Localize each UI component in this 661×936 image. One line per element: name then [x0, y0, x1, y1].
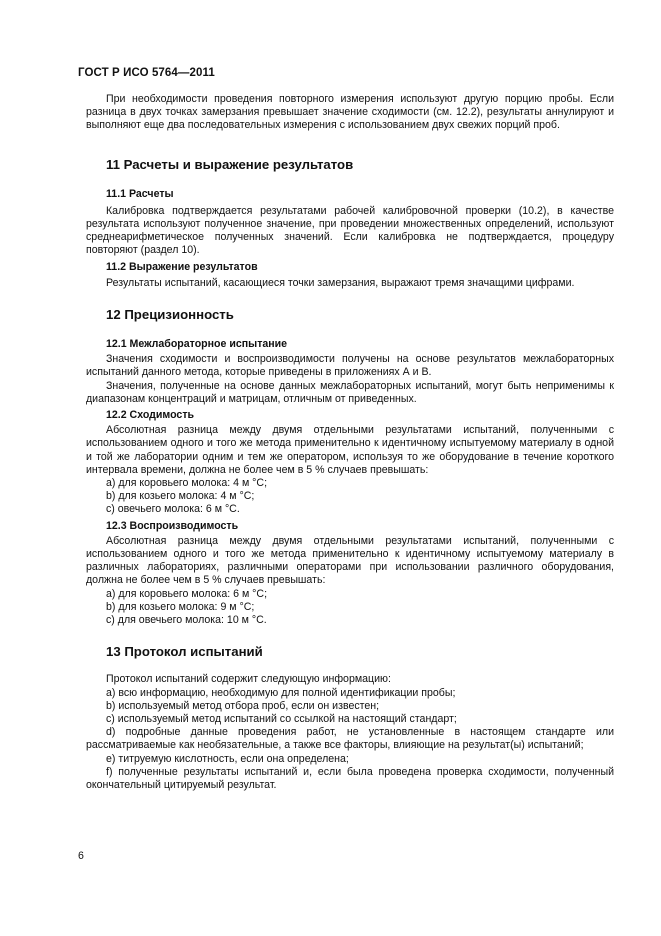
- section-11-1-text: Калибровка подтверждается результатами рабочей калибровочной проверки (10.2), в качестве результата используют полученное значение, при проведении множественных определений, используют среднеарифметическое полученных значений. Если калибровка не подтверждается, процедуру повторяют (раздел 10).: [86, 204, 614, 257]
- section-12-2-title: 12.2 Сходимость: [106, 409, 195, 422]
- section-12-1-paragraph-1: Значения сходимости и воспроизводимости получены на основе результатов межлабораторных испытаний данного метода, которые приведены в приложениях А и В.: [86, 353, 614, 379]
- document-header: ГОСТ Р ИСО 5764—2011: [78, 67, 215, 79]
- section-12-title: 12 Прецизионность: [106, 307, 234, 323]
- list-item: a) для коровьего молока: 6 м °С;: [106, 587, 268, 600]
- section-12-1-title: 12.1 Межлабораторное испытание: [106, 338, 288, 351]
- list-item: e) титруемую кислотность, если она определена;: [106, 752, 349, 765]
- section-11-2-text: Результаты испытаний, касающиеся точки замерзания, выражают тремя значащими цифрами.: [106, 276, 575, 289]
- list-item: a) для коровьего молока: 4 м °С;: [106, 477, 268, 490]
- list-item: c) для овечьего молока: 10 м °С.: [106, 614, 267, 627]
- section-13-title: 13 Протокол испытаний: [106, 644, 263, 660]
- section-12-3-title: 12.3 Воспроизводимость: [106, 519, 239, 532]
- section-12-2-text: Абсолютная разница между двумя отдельными результатами испытаний, полученными с использованием одного и того же метода применительно к идентичному испытуемому материалу в одной и той же лаборатории одним и тем же оператором, используя то же оборудование в течение короткого интервала времени, должна не более чем в 5 % случаев превышать:: [86, 424, 614, 476]
- document-body: [86, 93, 614, 792]
- section-11-title: 11 Расчеты и выражение результатов: [106, 156, 354, 172]
- list-item: c) используемый метод испытаний со ссылкой на настоящий стандарт;: [106, 712, 457, 725]
- list-item: b) для козьего молока: 4 м °С;: [106, 490, 255, 503]
- list-item: f) полученные результаты испытаний и, если была проведена проверка сходимости, полученный окончательный цитируемый результат.: [86, 765, 614, 791]
- list-item: b) для козьего молока: 9 м °С;: [106, 600, 255, 613]
- section-12-3-text: Абсолютная разница между двумя отдельными результатами испытаний, полученными с использованием одного и того же метода применительно к идентичному испытуемому материалу в различных лабораториях, различными операторами при использовании различного оборудования, должна не более чем в 5 % случаев превышать:: [86, 534, 614, 587]
- section-11-2-title: 11.2 Выражение результатов: [106, 260, 258, 273]
- section-12-1-paragraph-2: Значения, полученные на основе данных межлабораторных испытаний, могут быть неприменимы к диапазонам концентраций и матрицам, отличным от приведенных.: [86, 379, 614, 405]
- list-item: c) овечьего молока: 6 м °С.: [106, 503, 240, 516]
- section-13-text: Протокол испытаний содержит следующую информацию:: [106, 673, 391, 686]
- intro-paragraph: При необходимости проведения повторного измерения используют другую порцию пробы. Если разница в двух точках замерзания превышает значение сходимости (см. 12.2), результаты аннулируют и выполняют еще два последовательных измерения с использованием двух свежих порций проб.: [86, 93, 614, 132]
- list-item: b) используемый метод отбора проб, если он известен;: [106, 699, 380, 712]
- page-number: 6: [78, 850, 84, 862]
- list-item: a) всю информацию, необходимую для полной идентификации пробы;: [106, 686, 456, 699]
- section-11-1-title: 11.1 Расчеты: [106, 187, 174, 200]
- list-item: d) подробные данные проведения работ, не установленные в настоящем стандарте или рассматриваемые как необязательные, а также все факторы, влияющие на результат(ы) испытаний;: [86, 726, 614, 752]
